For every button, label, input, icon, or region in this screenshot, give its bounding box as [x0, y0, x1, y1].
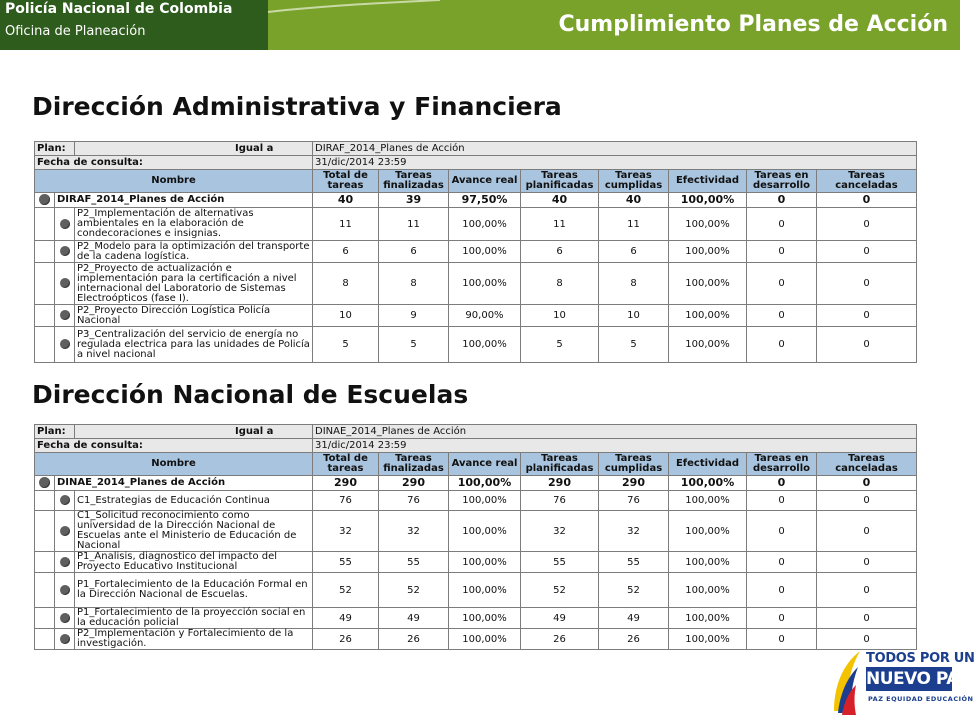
plan-table-diraf — [34, 141, 917, 363]
table-row[interactable] — [35, 241, 917, 263]
task-status-icon — [55, 241, 75, 263]
cell-desarrollo: 0 — [747, 608, 817, 629]
cell-desarrollo: 0 — [747, 327, 817, 363]
table-row[interactable] — [35, 511, 917, 552]
indent-cell — [35, 511, 55, 552]
cell-finalizadas: 52 — [379, 573, 449, 608]
task-status-icon — [55, 552, 75, 573]
indent-cell — [35, 573, 55, 608]
cell-total: 40 — [313, 193, 379, 208]
task-name: C1_Solicitud reconocimiento como universidad de la Dirección Nacional de Escuelas ante el Ministerio de Educación de Nacional — [75, 511, 313, 552]
task-status-icon — [55, 305, 75, 327]
cell-efectividad: 100,00% — [669, 193, 747, 208]
plan-status-icon — [35, 476, 55, 491]
cell-cumplidas: 32 — [599, 511, 669, 552]
cell-planificadas: 6 — [521, 241, 599, 263]
indent-cell — [35, 241, 55, 263]
cell-cumplidas: 49 — [599, 608, 669, 629]
cell-total: 55 — [313, 552, 379, 573]
cell-total: 52 — [313, 573, 379, 608]
cell-efectividad: 100,00% — [669, 511, 747, 552]
cell-finalizadas: 5 — [379, 327, 449, 363]
cell-planificadas: 49 — [521, 608, 599, 629]
task-status-icon — [55, 573, 75, 608]
cell-cumplidas: 26 — [599, 629, 669, 650]
col-header-planificadas[interactable]: Tareas planificadas — [521, 170, 599, 193]
task-status-icon — [55, 608, 75, 629]
cell-total: 32 — [313, 511, 379, 552]
table-row[interactable] — [35, 263, 917, 305]
cell-planificadas: 32 — [521, 511, 599, 552]
cell-cumplidas: 6 — [599, 241, 669, 263]
cell-efectividad: 100,00% — [669, 263, 747, 305]
cell-finalizadas: 55 — [379, 552, 449, 573]
plan-summary-row[interactable] — [35, 193, 917, 208]
cell-finalizadas: 8 — [379, 263, 449, 305]
cell-finalizadas: 76 — [379, 491, 449, 511]
cell-cumplidas: 5 — [599, 327, 669, 363]
cell-canceladas: 0 — [817, 476, 917, 491]
cell-avance: 100,00% — [449, 241, 521, 263]
task-name: P3_Centralización del servicio de energía no regulada electrica para las unidades de Policía a nivel nacional — [75, 327, 313, 363]
cell-planificadas: 8 — [521, 263, 599, 305]
table-row[interactable] — [35, 608, 917, 629]
cell-avance: 97,50% — [449, 193, 521, 208]
indent-cell — [35, 305, 55, 327]
task-name: P2_Modelo para la optimización del transporte de la cadena logística. — [75, 241, 313, 263]
cell-planificadas: 10 — [521, 305, 599, 327]
plan-table-dinae — [34, 424, 917, 650]
cell-canceladas: 0 — [817, 263, 917, 305]
task-name: P1_Fortalecimiento de la proyección social en la educación policial — [75, 608, 313, 629]
plan-name: DINAE_2014_Planes de Acción — [55, 476, 313, 491]
cell-cumplidas: 290 — [599, 476, 669, 491]
cell-efectividad: 100,00% — [669, 327, 747, 363]
cell-avance: 100,00% — [449, 263, 521, 305]
cell-finalizadas: 11 — [379, 208, 449, 241]
cell-efectividad: 100,00% — [669, 573, 747, 608]
org-subtitle: Oficina de Planeación — [5, 24, 146, 39]
task-status-icon — [55, 208, 75, 241]
igual-label: Igual a — [75, 142, 313, 156]
task-status-icon — [55, 491, 75, 511]
logo-line3: PAZ EQUIDAD EDUCACIÓN — [868, 695, 974, 703]
cell-canceladas: 0 — [817, 327, 917, 363]
cell-finalizadas: 6 — [379, 241, 449, 263]
cell-desarrollo: 0 — [747, 263, 817, 305]
cell-desarrollo: 0 — [747, 193, 817, 208]
cell-planificadas: 26 — [521, 629, 599, 650]
cell-efectividad: 100,00% — [669, 241, 747, 263]
cell-planificadas: 5 — [521, 327, 599, 363]
cell-total: 11 — [313, 208, 379, 241]
cell-planificadas: 290 — [521, 476, 599, 491]
col-header-desarrollo[interactable]: Tareas en desarrollo — [747, 453, 817, 476]
fecha-value: 31/dic/2014 23:59 — [313, 156, 917, 170]
col-header-finalizadas[interactable]: Tareas finalizadas — [379, 170, 449, 193]
col-header-efectividad[interactable]: Efectividad — [669, 170, 747, 193]
cell-efectividad: 100,00% — [669, 608, 747, 629]
cell-canceladas: 0 — [817, 193, 917, 208]
plan-name: DIRAF_2014_Planes de Acción — [55, 193, 313, 208]
indent-cell — [35, 629, 55, 650]
task-name: P2_Proyecto Dirección Logística Policía Nacional — [75, 305, 313, 327]
section-title-diraf: Dirección Administrativa y Financiera — [32, 92, 562, 121]
col-header-total[interactable]: Total de tareas — [313, 453, 379, 476]
table-row[interactable] — [35, 208, 917, 241]
cell-avance: 100,00% — [449, 608, 521, 629]
gov-logo — [828, 645, 977, 720]
cell-desarrollo: 0 — [747, 476, 817, 491]
cell-finalizadas: 290 — [379, 476, 449, 491]
igual-label: Igual a — [75, 425, 313, 439]
cell-canceladas: 0 — [817, 629, 917, 650]
cell-efectividad: 100,00% — [669, 552, 747, 573]
task-name: P2_Implementación de alternativas ambientales en la elaboración de condecoraciones e insignias. — [75, 208, 313, 241]
table-row[interactable] — [35, 491, 917, 511]
cell-desarrollo: 0 — [747, 491, 817, 511]
cell-avance: 100,00% — [449, 476, 521, 491]
cell-avance: 100,00% — [449, 573, 521, 608]
cell-total: 76 — [313, 491, 379, 511]
plan-label: Plan: — [35, 425, 75, 439]
col-header-efectividad[interactable]: Efectividad — [669, 453, 747, 476]
indent-cell — [35, 263, 55, 305]
cell-planificadas: 76 — [521, 491, 599, 511]
task-name: P1_Analisis, diagnostico del impacto del Proyecto Educativo Institucional — [75, 552, 313, 573]
cell-canceladas: 0 — [817, 208, 917, 241]
cell-canceladas: 0 — [817, 305, 917, 327]
cell-planificadas: 52 — [521, 573, 599, 608]
cell-desarrollo: 0 — [747, 629, 817, 650]
cell-cumplidas: 8 — [599, 263, 669, 305]
col-header-planificadas[interactable]: Tareas planificadas — [521, 453, 599, 476]
cell-total: 49 — [313, 608, 379, 629]
col-header-nombre[interactable]: Nombre — [35, 453, 313, 476]
cell-canceladas: 0 — [817, 511, 917, 552]
cell-efectividad: 100,00% — [669, 305, 747, 327]
col-header-canceladas[interactable]: Tareas canceladas — [817, 453, 917, 476]
table-row[interactable] — [35, 629, 917, 650]
table-row[interactable] — [35, 552, 917, 573]
indent-cell — [35, 327, 55, 363]
cell-finalizadas: 49 — [379, 608, 449, 629]
task-status-icon — [55, 263, 75, 305]
cell-cumplidas: 55 — [599, 552, 669, 573]
col-header-desarrollo[interactable]: Tareas en desarrollo — [747, 170, 817, 193]
cell-desarrollo: 0 — [747, 241, 817, 263]
cell-efectividad: 100,00% — [669, 208, 747, 241]
task-name: P2_Implementación y Fortalecimiento de la investigación. — [75, 629, 313, 650]
cell-cumplidas: 40 — [599, 193, 669, 208]
plan-label: Plan: — [35, 142, 75, 156]
cell-cumplidas: 52 — [599, 573, 669, 608]
plan-value: DIRAF_2014_Planes de Acción — [313, 142, 917, 156]
cell-cumplidas: 11 — [599, 208, 669, 241]
col-header-avance[interactable]: Avance real — [449, 170, 521, 193]
task-name: P2_Proyecto de actualización e implementación para la certificación a nivel internacional del Laboratorio de Sistemas Electroópticos (fase I). — [75, 263, 313, 305]
cell-avance: 100,00% — [449, 552, 521, 573]
cell-total: 10 — [313, 305, 379, 327]
fecha-label: Fecha de consulta: — [35, 156, 313, 170]
org-name: Policía Nacional de Colombia — [5, 1, 233, 17]
cell-canceladas: 0 — [817, 573, 917, 608]
cell-canceladas: 0 — [817, 552, 917, 573]
plan-status-icon — [35, 193, 55, 208]
cell-finalizadas: 9 — [379, 305, 449, 327]
cell-planificadas: 11 — [521, 208, 599, 241]
col-header-avance[interactable]: Avance real — [449, 453, 521, 476]
task-name: P1_Fortalecimiento de la Educación Formal en la Dirección Nacional de Escuelas. — [75, 573, 313, 608]
cell-planificadas: 55 — [521, 552, 599, 573]
cell-avance: 100,00% — [449, 491, 521, 511]
cell-desarrollo: 0 — [747, 208, 817, 241]
table-row[interactable] — [35, 327, 917, 363]
cell-efectividad: 100,00% — [669, 476, 747, 491]
cell-avance: 100,00% — [449, 511, 521, 552]
task-name: C1_Estrategias de Educación Continua — [75, 491, 313, 511]
logo-line2: NUEVO PAÍS — [866, 669, 977, 689]
cell-total: 290 — [313, 476, 379, 491]
cell-desarrollo: 0 — [747, 552, 817, 573]
col-header-total[interactable]: Total de tareas — [313, 170, 379, 193]
cell-avance: 100,00% — [449, 629, 521, 650]
col-header-nombre[interactable]: Nombre — [35, 170, 313, 193]
cell-desarrollo: 0 — [747, 305, 817, 327]
cell-efectividad: 100,00% — [669, 629, 747, 650]
slide-title: Cumplimiento Planes de Acción — [558, 12, 948, 37]
indent-cell — [35, 208, 55, 241]
logo-line1: TODOS POR UN — [866, 651, 975, 666]
fecha-label: Fecha de consulta: — [35, 439, 313, 453]
cell-canceladas: 0 — [817, 491, 917, 511]
cell-avance: 100,00% — [449, 327, 521, 363]
cell-total: 26 — [313, 629, 379, 650]
plan-value: DINAE_2014_Planes de Acción — [313, 425, 917, 439]
plan-summary-row[interactable] — [35, 476, 917, 491]
section-title-dinae: Dirección Nacional de Escuelas — [32, 380, 469, 409]
cell-finalizadas: 32 — [379, 511, 449, 552]
task-status-icon — [55, 511, 75, 552]
indent-cell — [35, 552, 55, 573]
cell-desarrollo: 0 — [747, 573, 817, 608]
cell-desarrollo: 0 — [747, 511, 817, 552]
indent-cell — [35, 608, 55, 629]
cell-efectividad: 100,00% — [669, 491, 747, 511]
fecha-value: 31/dic/2014 23:59 — [313, 439, 917, 453]
cell-total: 6 — [313, 241, 379, 263]
cell-cumplidas: 10 — [599, 305, 669, 327]
cell-canceladas: 0 — [817, 241, 917, 263]
cell-avance: 90,00% — [449, 305, 521, 327]
table-row[interactable] — [35, 573, 917, 608]
col-header-cumplidas[interactable]: Tareas cumplidas — [599, 170, 669, 193]
col-header-canceladas[interactable]: Tareas canceladas — [817, 170, 917, 193]
table-row[interactable] — [35, 305, 917, 327]
flag-swoosh-icon — [828, 647, 864, 717]
cell-total: 5 — [313, 327, 379, 363]
cell-finalizadas: 26 — [379, 629, 449, 650]
cell-finalizadas: 39 — [379, 193, 449, 208]
indent-cell — [35, 491, 55, 511]
task-status-icon — [55, 629, 75, 650]
cell-canceladas: 0 — [817, 608, 917, 629]
task-status-icon — [55, 327, 75, 363]
col-header-finalizadas[interactable]: Tareas finalizadas — [379, 453, 449, 476]
cell-planificadas: 40 — [521, 193, 599, 208]
col-header-cumplidas[interactable]: Tareas cumplidas — [599, 453, 669, 476]
cell-total: 8 — [313, 263, 379, 305]
cell-avance: 100,00% — [449, 208, 521, 241]
cell-cumplidas: 76 — [599, 491, 669, 511]
